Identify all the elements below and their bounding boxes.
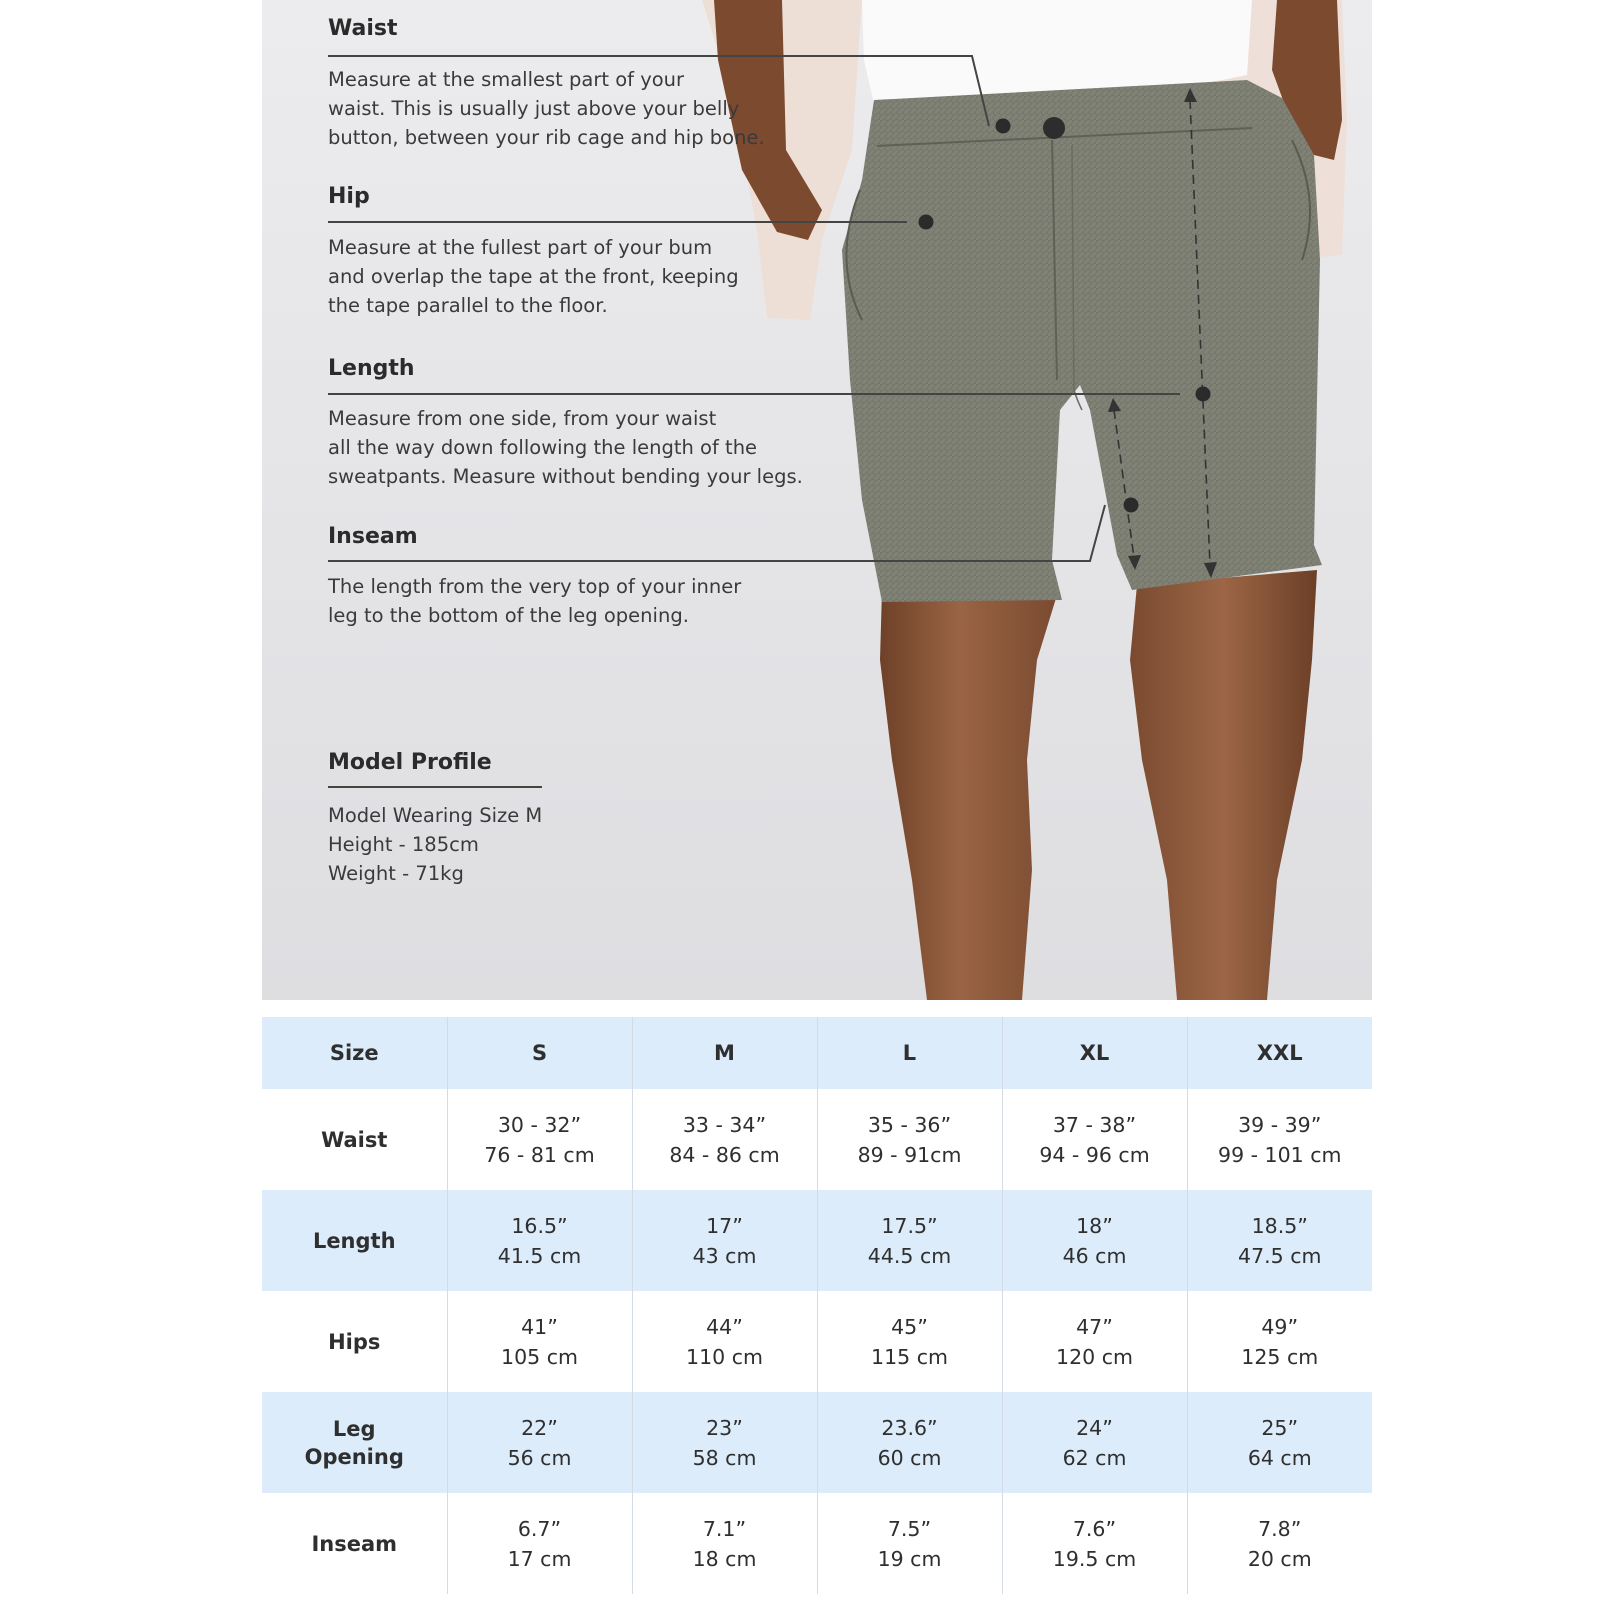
cell-inches: 18.5” xyxy=(1251,1213,1308,1238)
table-cell xyxy=(1187,1493,1372,1594)
cell-cm: 60 cm xyxy=(877,1445,942,1470)
cell-inches: 35 - 36” xyxy=(867,1112,952,1137)
cell-inches: 23” xyxy=(706,1415,743,1440)
table-cell xyxy=(817,1089,1002,1190)
table-cell xyxy=(632,1089,817,1190)
table-cell xyxy=(447,1190,632,1291)
table-cell xyxy=(632,1493,817,1594)
table-cell xyxy=(447,1392,632,1493)
table-header-row xyxy=(262,1017,1372,1089)
cell-inches: 6.7” xyxy=(517,1516,562,1541)
table-cell xyxy=(632,1190,817,1291)
cell-cm: 56 cm xyxy=(507,1445,572,1470)
cell-inches: 49” xyxy=(1261,1314,1299,1339)
measurement-guide xyxy=(262,0,1372,1000)
cell-cm: 99 - 101 cm xyxy=(1218,1142,1342,1167)
model-height-line: Height - 185cm xyxy=(328,833,479,856)
length-description: Measure from one side, from your waist all the way down following the length of the sweatpants. Measure without bending your legs. xyxy=(328,407,803,488)
row-label: Leg Opening xyxy=(304,1416,404,1469)
header-size-s: S xyxy=(447,1017,632,1089)
model-profile-divider xyxy=(328,786,542,788)
header-size-xxl: XXL xyxy=(1187,1017,1372,1089)
table-cell xyxy=(1002,1190,1187,1291)
table-row-inseam xyxy=(262,1493,1372,1594)
cell-cm: 46 cm xyxy=(1062,1243,1127,1268)
cell-cm: 89 - 91cm xyxy=(857,1142,962,1167)
inseam-title: Inseam xyxy=(328,524,418,549)
size-chart-table xyxy=(262,1017,1372,1594)
row-label: Waist xyxy=(321,1127,388,1152)
cell-cm: 120 cm xyxy=(1056,1344,1133,1369)
left-leg xyxy=(880,590,1057,1000)
cell-cm: 125 cm xyxy=(1241,1344,1319,1369)
cell-cm: 20 cm xyxy=(1247,1546,1312,1571)
cell-cm: 41.5 cm xyxy=(497,1243,582,1268)
cell-cm: 43 cm xyxy=(692,1243,757,1268)
table-cell xyxy=(817,1392,1002,1493)
cell-inches: 25” xyxy=(1261,1415,1299,1440)
model-size-line: Model Wearing Size M xyxy=(328,804,543,827)
cell-inches: 30 - 32” xyxy=(497,1112,582,1137)
cell-cm: 18 cm xyxy=(692,1546,757,1571)
table-cell xyxy=(1002,1089,1187,1190)
cell-inches: 18” xyxy=(1076,1213,1113,1238)
cell-inches: 39 - 39” xyxy=(1238,1112,1322,1137)
table-cell xyxy=(1002,1493,1187,1594)
table-cell xyxy=(817,1291,1002,1392)
cell-cm: 17 cm xyxy=(507,1546,572,1571)
cell-inches: 33 - 34” xyxy=(682,1112,767,1137)
hip-title: Hip xyxy=(328,184,370,209)
cell-cm: 94 - 96 cm xyxy=(1039,1142,1150,1167)
table-row-leg-opening xyxy=(262,1392,1372,1493)
cell-inches: 22” xyxy=(521,1415,558,1440)
table-cell xyxy=(1187,1291,1372,1392)
waist-description: Measure at the smallest part of your waist. This is usually just above your belly button, between your rib cage and hip bone. xyxy=(328,68,765,149)
cell-inches: 17” xyxy=(706,1213,743,1238)
length-title: Length xyxy=(328,356,415,381)
cell-inches: 16.5” xyxy=(511,1213,568,1238)
table-row-hips xyxy=(262,1291,1372,1392)
table-cell xyxy=(632,1291,817,1392)
cell-inches: 47” xyxy=(1076,1314,1113,1339)
table-cell xyxy=(1002,1291,1187,1392)
model-weight-line: Weight - 71kg xyxy=(328,862,464,885)
cell-inches: 37 - 38” xyxy=(1052,1112,1137,1137)
table-cell xyxy=(1002,1392,1187,1493)
cell-cm: 84 - 86 cm xyxy=(669,1142,780,1167)
table-cell xyxy=(1187,1089,1372,1190)
row-label: Hips xyxy=(328,1329,381,1354)
waist-title: Waist xyxy=(328,16,398,41)
cell-cm: 110 cm xyxy=(686,1344,763,1369)
inseam-description: The length from the very top of your inner leg to the bottom of the leg opening. xyxy=(328,575,742,627)
header-size-xl: XL xyxy=(1002,1017,1187,1089)
table-cell xyxy=(817,1493,1002,1594)
cell-cm: 19.5 cm xyxy=(1052,1546,1137,1571)
cell-cm: 76 - 81 cm xyxy=(484,1142,595,1167)
cell-inches: 24” xyxy=(1076,1415,1113,1440)
shorts xyxy=(842,80,1322,602)
cell-inches: 7.5” xyxy=(887,1516,932,1541)
cell-inches: 17.5” xyxy=(881,1213,938,1238)
header-size-label: Size xyxy=(262,1017,447,1089)
table-cell xyxy=(817,1190,1002,1291)
cell-inches: 7.1” xyxy=(702,1516,747,1541)
table-cell xyxy=(1187,1392,1372,1493)
row-label: Length xyxy=(312,1228,396,1253)
cell-cm: 62 cm xyxy=(1062,1445,1127,1470)
table-row-length xyxy=(262,1190,1372,1291)
cell-cm: 58 cm xyxy=(692,1445,757,1470)
cell-inches: 7.8” xyxy=(1258,1516,1302,1541)
header-size-m: M xyxy=(632,1017,817,1089)
cell-inches: 45” xyxy=(891,1314,928,1339)
right-leg xyxy=(1130,570,1317,1000)
cell-cm: 115 cm xyxy=(871,1344,948,1369)
cell-cm: 44.5 cm xyxy=(867,1243,952,1268)
hip-description: Measure at the fullest part of your bum and overlap the tape at the front, keeping the tape parallel to the floor. xyxy=(328,236,739,317)
table-cell xyxy=(447,1089,632,1190)
table-cell xyxy=(447,1291,632,1392)
cell-inches: 7.6” xyxy=(1072,1516,1117,1541)
model-profile-title: Model Profile xyxy=(328,750,492,775)
cell-cm: 47.5 cm xyxy=(1238,1243,1322,1268)
table-cell xyxy=(447,1493,632,1594)
table-cell xyxy=(632,1392,817,1493)
header-size-l: L xyxy=(817,1017,1002,1089)
cell-cm: 64 cm xyxy=(1247,1445,1312,1470)
cell-inches: 41” xyxy=(521,1314,558,1339)
row-label: Inseam xyxy=(311,1531,398,1556)
table-row-waist xyxy=(262,1089,1372,1190)
table-cell xyxy=(1187,1190,1372,1291)
cell-cm: 105 cm xyxy=(501,1344,578,1369)
cell-inches: 23.6” xyxy=(881,1415,938,1440)
cell-cm: 19 cm xyxy=(877,1546,942,1571)
cell-inches: 44” xyxy=(706,1314,743,1339)
